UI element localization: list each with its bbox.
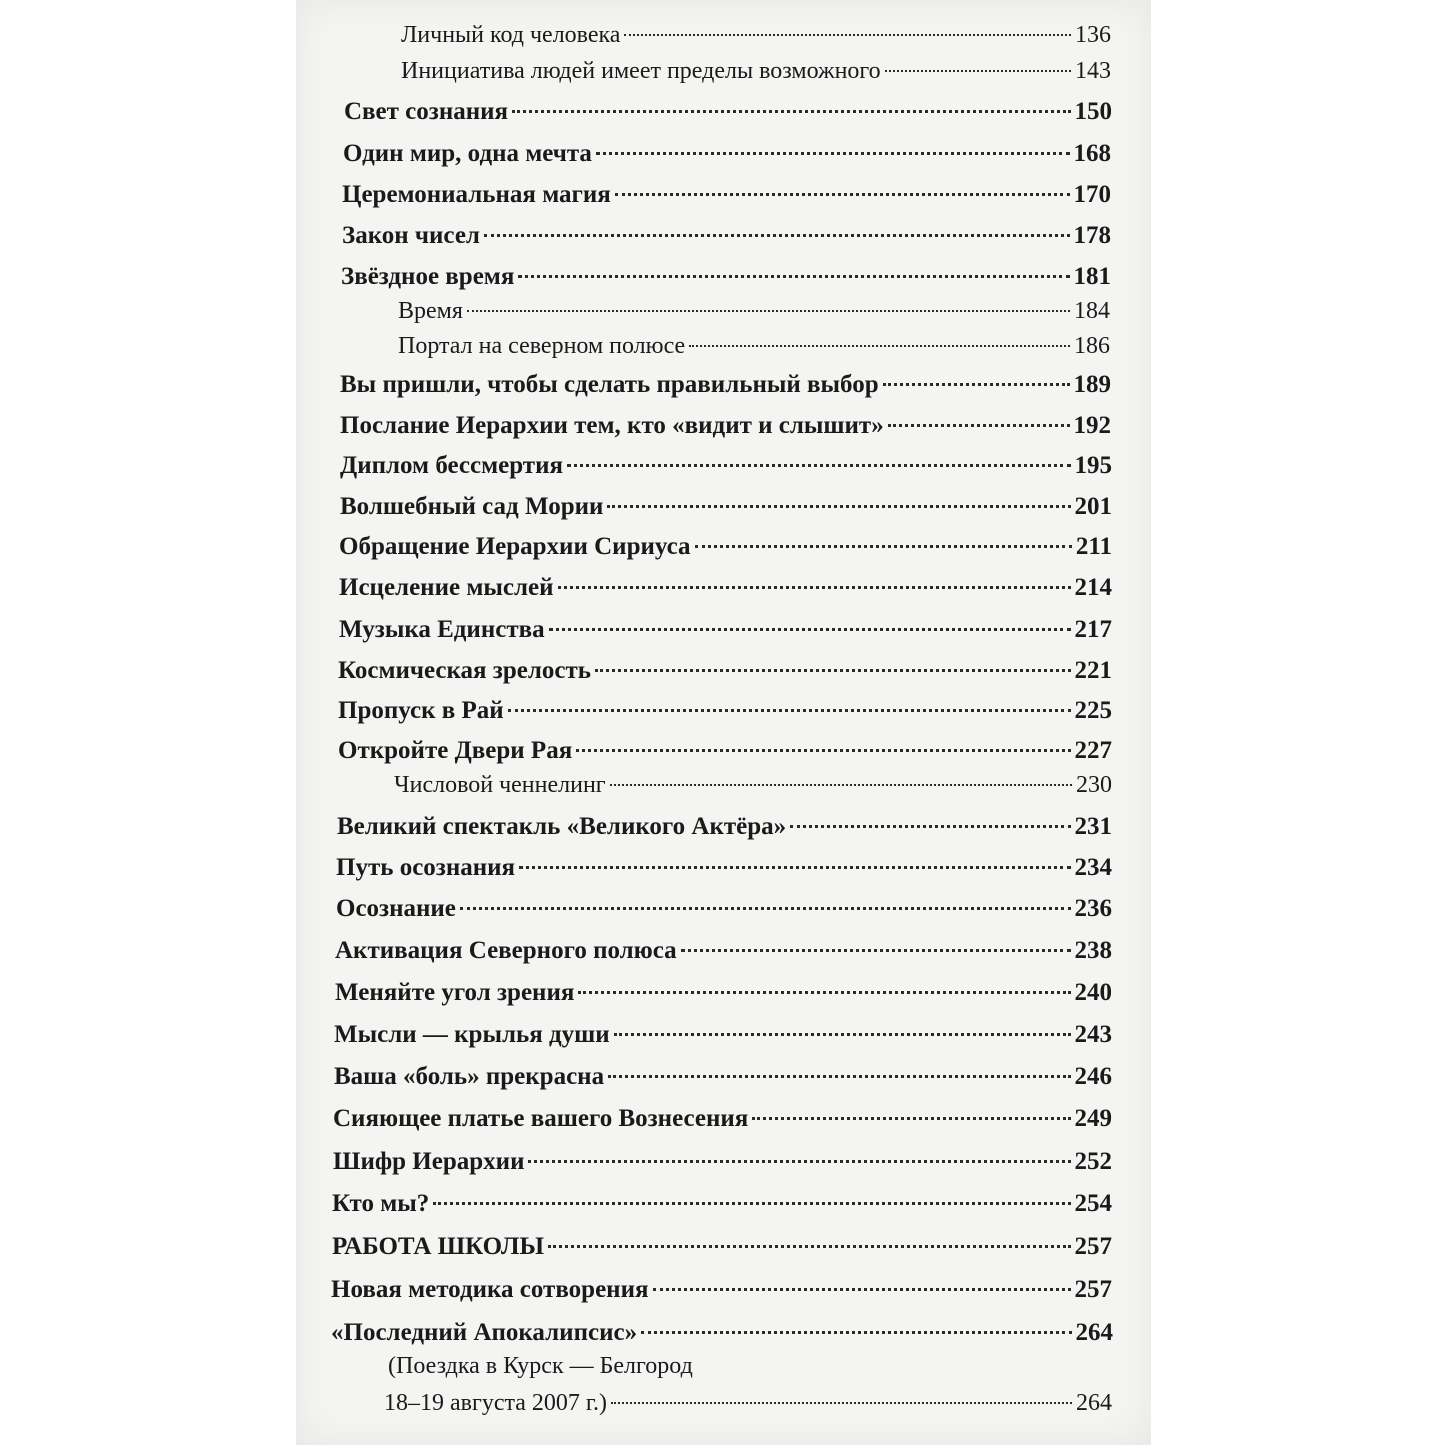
toc-entry-title: Музыка Единства <box>339 616 545 643</box>
toc-entry-page: 234 <box>1074 854 1112 881</box>
dot-leader <box>790 825 1070 828</box>
toc-entry <box>331 1276 1112 1312</box>
toc-entry-page: 240 <box>1074 979 1112 1006</box>
toc-entry-title: Исцеление мыслей <box>339 574 554 601</box>
book-page <box>296 0 1151 1445</box>
toc-entry-page: 189 <box>1073 371 1111 398</box>
toc-entry <box>398 333 1110 369</box>
dot-leader <box>576 749 1070 752</box>
toc-entry-title: Меняйте угол зрения <box>335 979 575 1006</box>
toc-entry <box>338 697 1112 733</box>
toc-note-line-2: 18–19 августа 2007 г.) <box>384 1390 608 1416</box>
dot-leader <box>508 709 1071 712</box>
dot-leader <box>885 70 1071 72</box>
toc-entry-page: 227 <box>1074 737 1112 764</box>
toc-entry-title: Путь осознания <box>336 854 516 881</box>
dot-leader <box>615 193 1070 196</box>
toc-note-line-1: (Поездка в Курск — Белгород <box>388 1353 693 1379</box>
toc-entry <box>337 813 1112 849</box>
toc-entry-page: 221 <box>1074 657 1112 684</box>
toc-entry-title: Личный код человека <box>401 22 621 48</box>
toc-entry <box>343 140 1111 176</box>
toc-entry <box>394 772 1112 808</box>
dot-leader <box>653 1288 1071 1291</box>
toc-entry-title: Один мир, одна мечта <box>343 140 592 167</box>
toc-entry-page: 211 <box>1075 533 1112 560</box>
toc-entry-page: 257 <box>1074 1233 1112 1260</box>
toc-entry <box>333 1105 1112 1141</box>
toc-entry-title: Активация Северного полюса <box>335 937 677 964</box>
dot-leader <box>484 234 1070 237</box>
toc-entry-page: 230 <box>1076 772 1112 798</box>
dot-leader <box>883 383 1070 386</box>
toc-entry <box>334 1063 1112 1099</box>
dot-leader <box>512 110 1070 113</box>
toc-entry-page: 170 <box>1073 181 1111 208</box>
dot-leader <box>578 991 1070 994</box>
dot-leader <box>681 949 1071 952</box>
toc-entry-page: 257 <box>1074 1276 1112 1303</box>
dot-leader <box>460 907 1071 910</box>
dot-leader <box>558 586 1071 589</box>
toc-entry-title: Осознание <box>336 895 456 922</box>
toc-entry-page: 195 <box>1074 452 1112 479</box>
toc-entry <box>339 574 1112 610</box>
toc-note-page: 264 <box>1076 1390 1112 1416</box>
toc-entry <box>344 98 1112 134</box>
toc-entry <box>335 937 1112 973</box>
dot-leader <box>467 310 1070 312</box>
toc-entry <box>341 263 1111 299</box>
dot-leader <box>608 1075 1070 1078</box>
toc-entry-title: Ваша «боль» прекрасна <box>334 1063 605 1090</box>
table-of-contents <box>296 0 1151 1445</box>
toc-entry-title: «Последний Апокалипсис» <box>331 1319 638 1346</box>
toc-entry-title: Диплом бессмертия <box>340 452 564 479</box>
dot-leader <box>596 152 1070 155</box>
toc-entry-title: Великий спектакль «Великого Актёра» <box>337 813 787 840</box>
toc-entry <box>401 22 1111 58</box>
toc-entry-page: 150 <box>1074 98 1112 125</box>
dot-leader <box>752 1117 1070 1120</box>
toc-entry <box>401 58 1111 94</box>
toc-entry-page: 236 <box>1074 895 1112 922</box>
toc-entry-page: 186 <box>1074 333 1110 359</box>
toc-entry-page: 201 <box>1074 493 1112 520</box>
toc-entry-title: Свет сознания <box>344 98 509 125</box>
toc-entry <box>332 1190 1112 1226</box>
toc-entry-title: Кто мы? <box>332 1190 430 1217</box>
toc-entry <box>340 412 1111 448</box>
dot-leader <box>595 669 1071 672</box>
toc-entry <box>339 533 1112 569</box>
toc-entry-page: 254 <box>1074 1190 1112 1217</box>
dot-leader <box>611 1402 1072 1404</box>
toc-entry-page: 184 <box>1074 298 1110 324</box>
toc-entry-title: Откройте Двери Рая <box>338 737 573 764</box>
toc-entry <box>335 979 1112 1015</box>
toc-entry-title: Время <box>398 298 463 324</box>
toc-entry-page: 143 <box>1075 58 1111 84</box>
toc-entry-page: 252 <box>1074 1148 1112 1175</box>
toc-entry-page: 231 <box>1074 813 1112 840</box>
toc-entry <box>336 854 1112 890</box>
dot-leader <box>624 34 1071 36</box>
toc-entry <box>342 222 1111 258</box>
dot-leader <box>548 1245 1071 1248</box>
toc-entry-title: Обращение Иерархии Сириуса <box>339 533 691 560</box>
dot-leader <box>528 1160 1070 1163</box>
toc-entry <box>338 737 1112 773</box>
toc-entry <box>340 493 1112 529</box>
toc-entry-title: Шифр Иерархии <box>333 1148 525 1175</box>
dot-leader <box>610 784 1072 786</box>
toc-entry-title: Церемониальная магия <box>342 181 611 208</box>
toc-entry-title: Звёздное время <box>341 263 515 290</box>
toc-entry-page: 225 <box>1074 697 1112 724</box>
dot-leader <box>888 424 1070 427</box>
toc-entry-title: Вы пришли, чтобы сделать правильный выбор <box>340 371 879 398</box>
toc-entry-title: Инициатива людей имеет пределы возможного <box>401 58 881 84</box>
toc-entry-title: Портал на северном полюсе <box>398 333 686 359</box>
toc-entry-title: Закон чисел <box>342 222 480 249</box>
toc-entry-title: РАБОТА ШКОЛЫ <box>332 1233 544 1260</box>
toc-entry-page: 192 <box>1073 412 1111 439</box>
toc-entry <box>340 371 1111 407</box>
toc-entry <box>334 1021 1112 1057</box>
toc-entry-page: 249 <box>1074 1105 1112 1132</box>
toc-entry-title: Мысли — крылья души <box>334 1021 610 1048</box>
toc-entry-page: 168 <box>1073 140 1111 167</box>
toc-entry-title: Новая методика сотворения <box>331 1276 649 1303</box>
toc-entry <box>339 616 1112 652</box>
toc-entry-title: Послание Иерархии тем, кто «видит и слышит» <box>340 412 884 439</box>
toc-entry-page: 178 <box>1073 222 1111 249</box>
toc-entry-title: Космическая зрелость <box>338 657 591 684</box>
dot-leader <box>519 866 1070 869</box>
toc-note-row <box>384 1390 1112 1426</box>
toc-entry <box>342 181 1111 217</box>
dot-leader <box>549 628 1071 631</box>
toc-entry-page: 243 <box>1074 1021 1112 1048</box>
toc-entry <box>331 1319 1113 1355</box>
toc-entry <box>332 1233 1112 1269</box>
dot-leader <box>689 345 1070 347</box>
toc-entry-title: Числовой ченнелинг <box>394 772 606 798</box>
dot-leader <box>695 545 1072 548</box>
dot-leader <box>567 464 1070 467</box>
toc-entry-title: Волшебный сад Мории <box>340 493 604 520</box>
dot-leader <box>518 275 1069 278</box>
toc-entry-page: 264 <box>1075 1319 1113 1346</box>
toc-entry-page: 136 <box>1075 22 1111 48</box>
dot-leader <box>607 505 1070 508</box>
dot-leader <box>641 1331 1071 1334</box>
toc-entry <box>336 895 1112 931</box>
toc-entry-page: 246 <box>1074 1063 1112 1090</box>
toc-entry-page: 238 <box>1074 937 1112 964</box>
dot-leader <box>614 1033 1071 1036</box>
dot-leader <box>433 1202 1070 1205</box>
toc-entry <box>340 452 1112 488</box>
toc-entry <box>333 1148 1112 1184</box>
toc-entry-title: Сияющее платье вашего Вознесения <box>333 1105 749 1132</box>
toc-entry-title: Пропуск в Рай <box>338 697 504 724</box>
toc-entry <box>398 298 1110 334</box>
toc-entry-page: 181 <box>1073 263 1111 290</box>
toc-entry <box>338 657 1112 693</box>
toc-entry-page: 214 <box>1074 574 1112 601</box>
toc-entry-page: 217 <box>1074 616 1112 643</box>
